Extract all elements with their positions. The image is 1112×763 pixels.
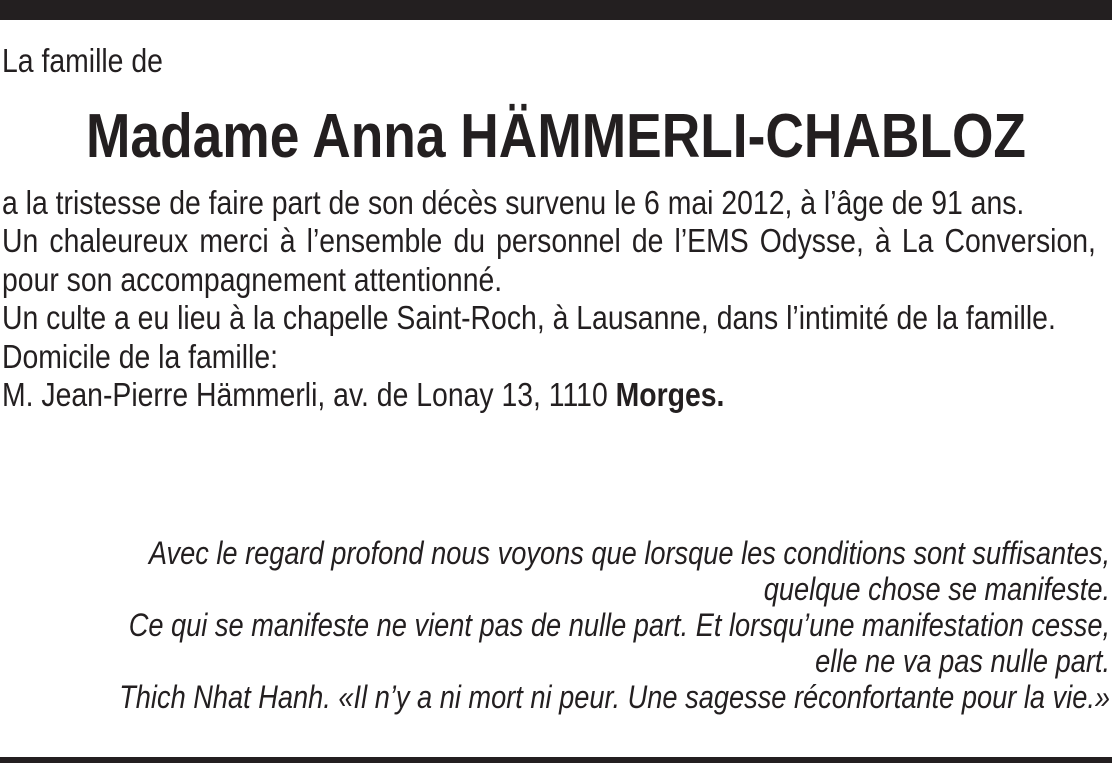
notice-body: [2, 184, 1096, 414]
quote-line: Ce qui se manifeste ne vient pas de nulle part. Et lorsqu’une manifestation cesse,: [128, 607, 1110, 643]
intro-text: La famille de: [2, 42, 163, 79]
death-announcement-paragraph: a la tristesse de faire part de son décès survenu le 6 mai 2012, à l’âge de 91 ans.: [2, 184, 1025, 221]
quote-line: quelque chose se manifeste.: [763, 571, 1110, 607]
quote-attribution: Thich Nhat Hanh. «Il n’y a ni mort ni peur. Une sagesse réconfortante pour la vie.»: [119, 679, 1110, 715]
bottom-border-rule: [0, 757, 1112, 763]
city-name: Morges.: [615, 376, 725, 414]
deceased-name-heading: Madame Anna HÄMMERLI-CHABLOZ: [85, 102, 1027, 171]
family-address: [2, 376, 1096, 414]
address-text: M. Jean-Pierre Hämmerli, av. de Lonay 13, 1110: [2, 376, 608, 414]
quote-line: Avec le regard profond nous voyons que lorsque les conditions sont suffisantes,: [148, 535, 1110, 571]
top-border-rule: [0, 0, 1112, 20]
ceremony-paragraph: Un culte a eu lieu à la chapelle Saint-Roch, à Lausanne, dans l’intimité de la famille.: [2, 299, 1056, 337]
thanks-paragraph: Un chaleureux merci à l’ensemble du personnel de l’EMS Odysse, à La Conversion, pour son accompagnement attentionné.: [2, 222, 1096, 298]
quote-line: elle ne va pas nulle part.: [815, 643, 1110, 679]
closing-quote: [22, 535, 1110, 715]
domicile-label: Domicile de la famille:: [2, 337, 279, 375]
